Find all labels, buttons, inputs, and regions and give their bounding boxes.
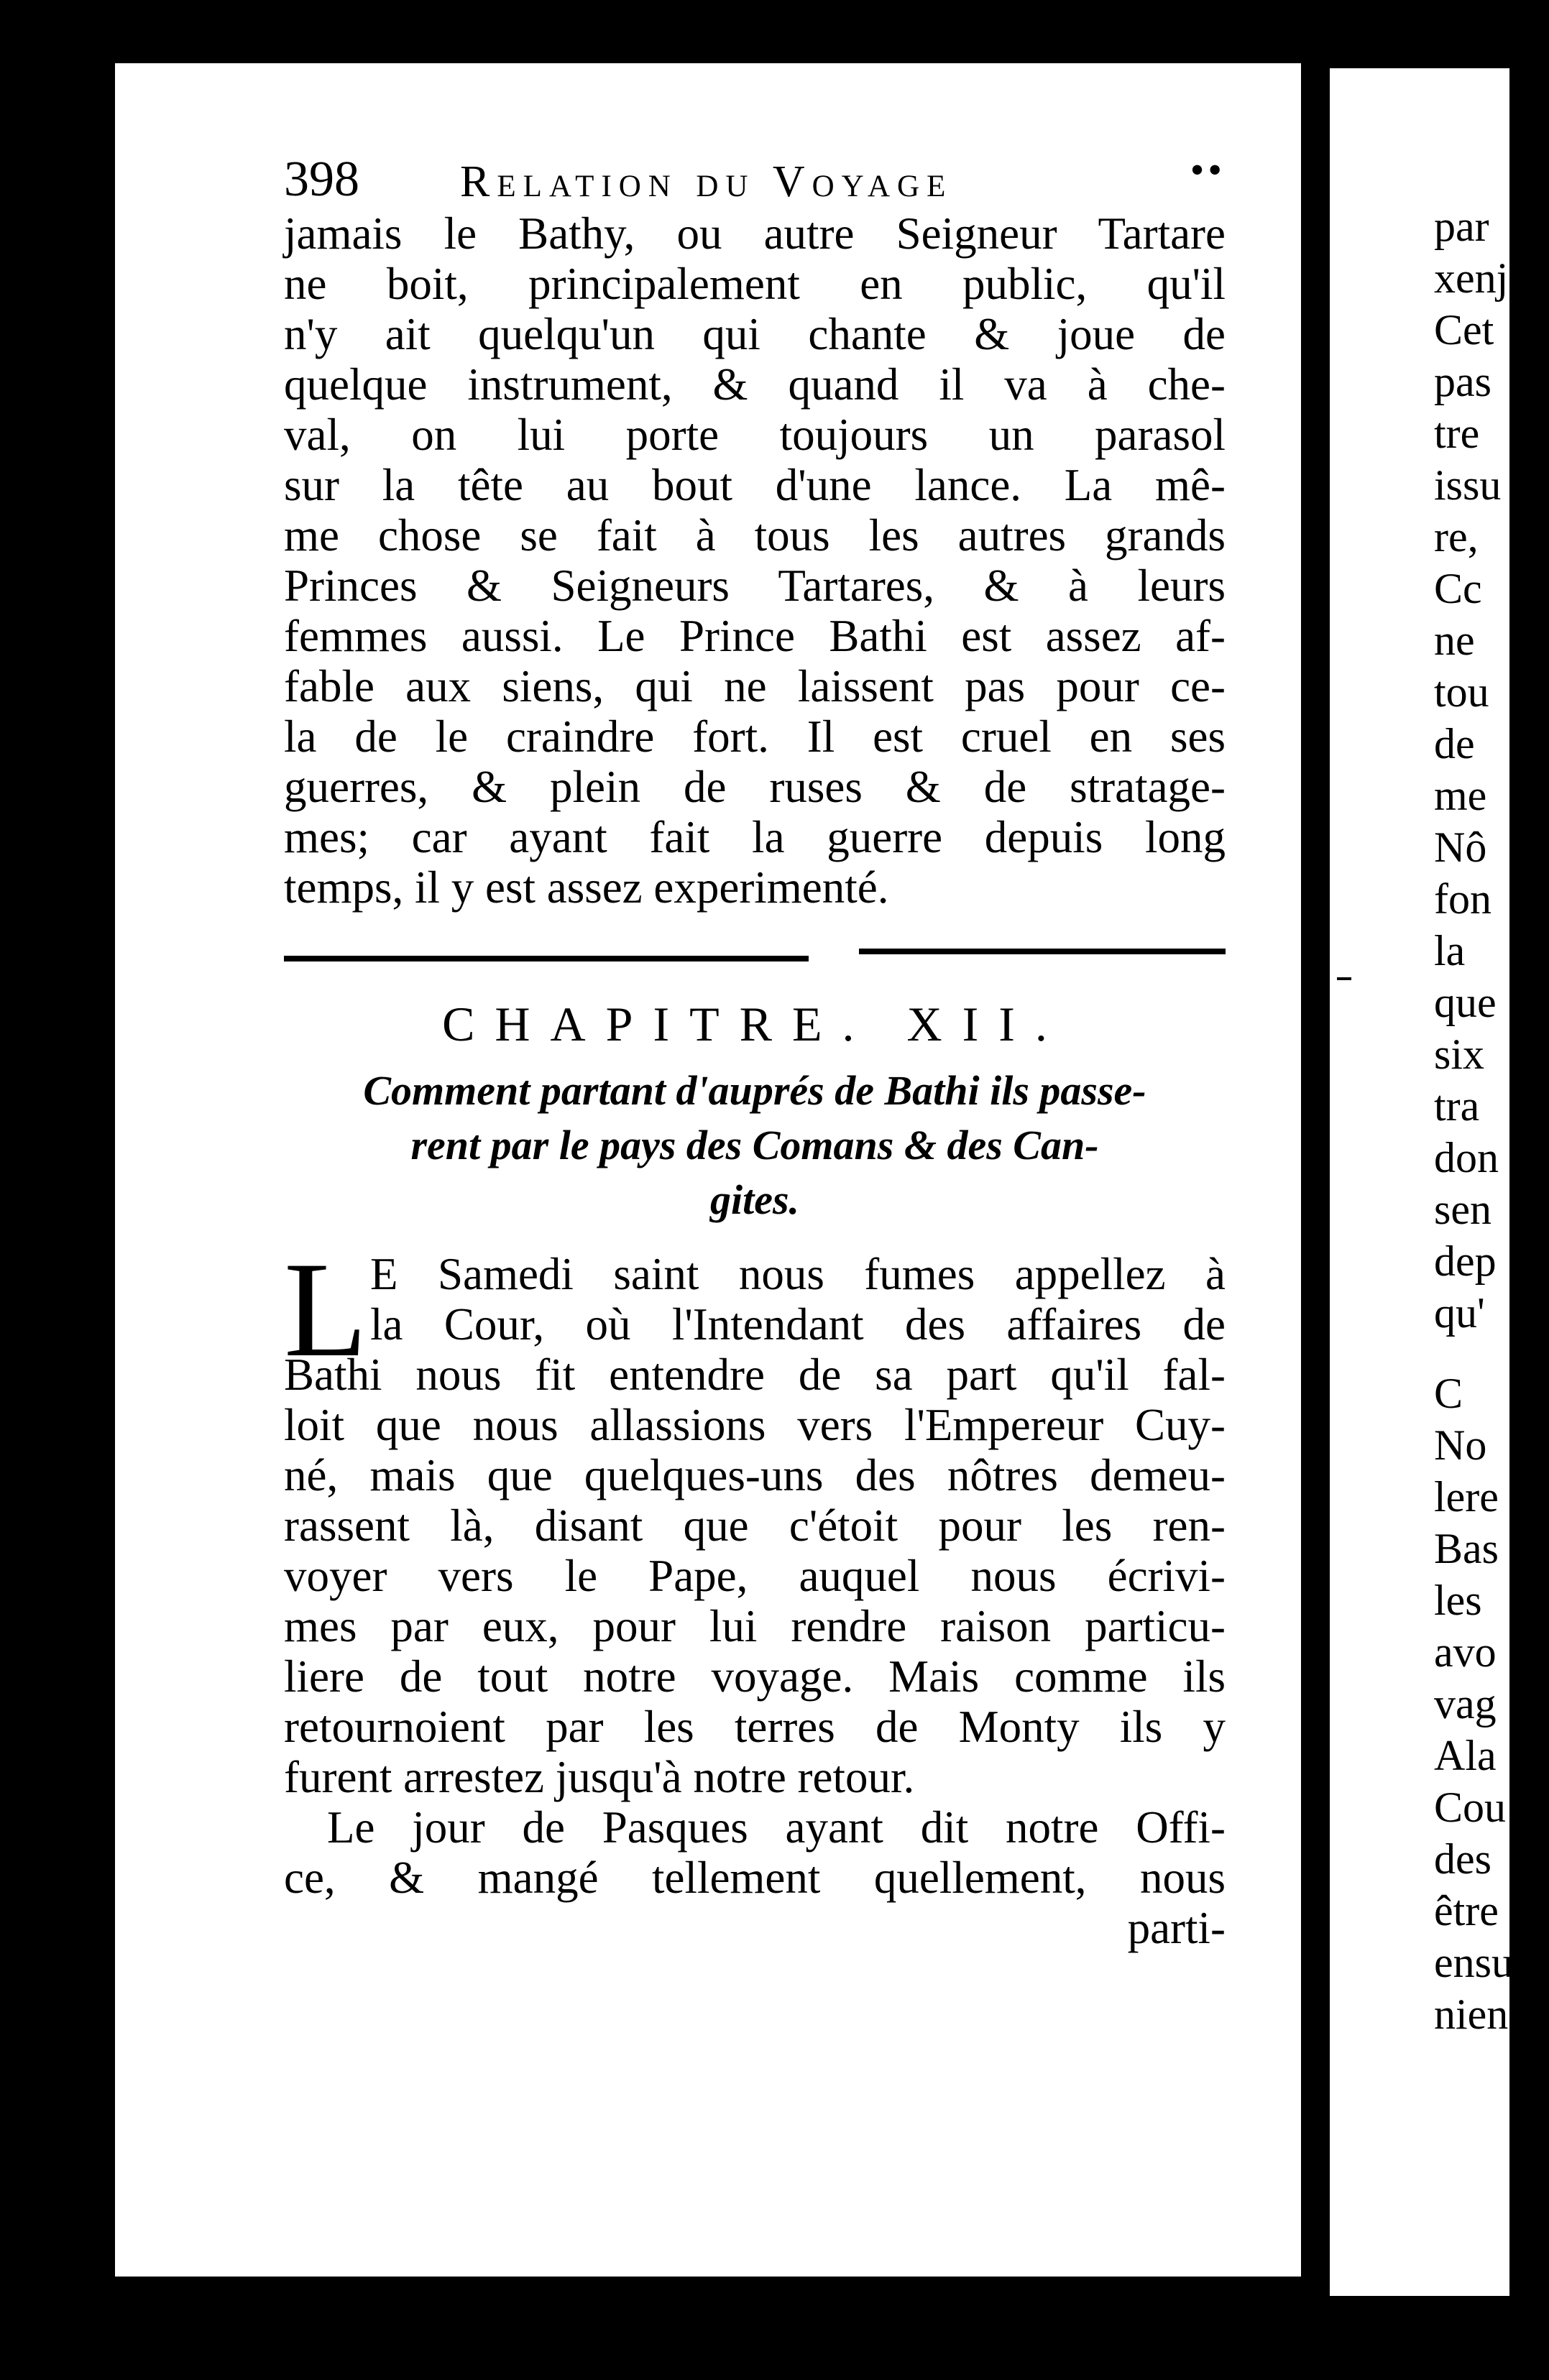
facing-page-fragment: don: [1434, 1134, 1499, 1181]
text-line: la Cour, où l'Intendant des affaires de: [370, 1299, 1226, 1350]
text-line: voyer vers le Pape, auquel nous écrivi-: [284, 1551, 1226, 1601]
facing-page-fragment: avo: [1434, 1628, 1497, 1676]
text-line: liere de tout notre voyage. Mais comme ils: [284, 1651, 1226, 1702]
facing-page-fragment: les: [1434, 1577, 1482, 1624]
facing-page-fragment: issu: [1434, 461, 1502, 509]
text-line: guerres, & plein de ruses & de stratage-: [284, 762, 1226, 812]
text-line: val, on lui porte toujours un parasol: [284, 410, 1226, 460]
facing-page-fragment: sen: [1434, 1186, 1491, 1233]
text-line: femmes aussi. Le Prince Bathi est assez af-: [284, 611, 1226, 661]
text-line: rassent là, disant que c'étoit pour les ren-: [284, 1500, 1226, 1551]
text-line: furent arrestez jusqu'à notre retour.: [284, 1752, 915, 1802]
facing-page-fragment: C: [1434, 1370, 1463, 1417]
facing-page-fragment: Cou: [1434, 1784, 1507, 1831]
chapter-summary: [284, 1064, 1226, 1227]
summary-line: Comment partant d'auprés de Bathi ils passe-: [363, 1067, 1146, 1114]
facing-page-fragment: vag: [1434, 1680, 1497, 1728]
text-line: n'y ait quelqu'un qui chante & joue de: [284, 309, 1226, 359]
text-line: mes; car ayant fait la guerre depuis long: [284, 812, 1226, 862]
rule-left: [284, 956, 809, 961]
facing-page-fragment: me: [1434, 772, 1487, 819]
facing-page-fragment: nien: [1434, 1991, 1509, 2038]
facing-page-fragment: six: [1434, 1030, 1485, 1078]
facing-page-fragment: tou: [1434, 668, 1489, 716]
facing-page-dash: [1337, 977, 1351, 980]
facing-page-fragment: re,: [1434, 513, 1479, 561]
facing-page-fragment: Nô: [1434, 824, 1487, 871]
text-line: quelque instrument, & quand il va à che-: [284, 359, 1226, 410]
summary-line: gites.: [709, 1176, 800, 1223]
facing-page-fragment: tre: [1434, 410, 1480, 457]
chapter-rule: [284, 920, 1226, 977]
facing-page-fragment: être: [1434, 1887, 1499, 1934]
text-line: mes par eux, pour lui rendre raison particu-: [284, 1601, 1226, 1651]
text-line: Le jour de Pasques ayant dit notre Offi-: [327, 1802, 1226, 1853]
facing-page-fragment: qu': [1434, 1289, 1485, 1337]
text-line: loit que nous allassions vers l'Empereur Cuy-: [284, 1400, 1226, 1450]
facing-page-fragment: xenj: [1434, 254, 1509, 302]
paragraph-3: [284, 1802, 1226, 1953]
text-line: né, mais que quelques-uns des nôtres demeu-: [284, 1450, 1226, 1500]
facing-page-fragment: tra: [1434, 1082, 1480, 1130]
text-line: temps, il y est assez experimenté.: [284, 862, 889, 913]
running-head: Relation du Voyage: [460, 157, 953, 206]
facing-page-fragment: la: [1434, 927, 1466, 974]
paragraph-1: [284, 208, 1226, 913]
facing-page-fragment: Ala: [1434, 1732, 1497, 1779]
facing-page-fragment: ensu: [1434, 1939, 1513, 1986]
catchword: parti-: [1127, 1903, 1226, 1953]
header-mark: ••: [1190, 148, 1226, 193]
facing-page-fragment: que: [1434, 979, 1497, 1026]
text-line: E Samedi saint nous fumes appellez à: [370, 1249, 1226, 1299]
facing-page-fragment: pas: [1434, 358, 1491, 405]
text-line: Bathi nous fit entendre de sa part qu'il fal-: [284, 1350, 1226, 1400]
text-block: [284, 144, 1226, 1953]
facing-page-fragment: ne: [1434, 617, 1475, 664]
facing-page-fragment: dep: [1434, 1237, 1497, 1285]
paragraph-2: [284, 1235, 1226, 1802]
facing-page-fragment: lere: [1434, 1473, 1499, 1521]
text-line: fable aux siens, qui ne laissent pas pour ce-: [284, 661, 1226, 711]
text-line: jamais le Bathy, ou autre Seigneur Tartare: [284, 208, 1226, 259]
text-line: la de le craindre fort. Il est cruel en ses: [284, 711, 1226, 762]
text-line: ne boit, principalement en public, qu'il: [284, 259, 1226, 309]
facing-page-fragment: Cc: [1434, 565, 1482, 612]
text-line: me chose se fait à tous les autres grands: [284, 510, 1226, 561]
drop-cap: L: [284, 1235, 368, 1385]
facing-page-fragment: Bas: [1434, 1525, 1499, 1572]
facing-page-fragment: Cet: [1434, 306, 1494, 354]
facing-page-fragment: des: [1434, 1835, 1491, 1883]
page-number: 398: [284, 152, 359, 207]
summary-line: rent par le pays des Comans & des Can-: [410, 1122, 1099, 1168]
running-header: [284, 144, 1226, 208]
facing-page-fragment: No: [1434, 1421, 1487, 1469]
facing-page-fragment: fon: [1434, 875, 1491, 923]
rule-right: [859, 949, 1226, 954]
text-line: Princes & Seigneurs Tartares, & à leurs: [284, 561, 1226, 611]
facing-page-fragment: par: [1434, 203, 1489, 250]
chapter-title: CHAPITRE. XII.: [442, 997, 1067, 1051]
facing-page-fragment: de: [1434, 720, 1475, 767]
text-line: sur la tête au bout d'une lance. La mê-: [284, 460, 1226, 510]
text-line: ce, & mangé tellement quellement, nous: [284, 1853, 1226, 1903]
text-line: retournoient par les terres de Monty ils y: [284, 1702, 1226, 1752]
